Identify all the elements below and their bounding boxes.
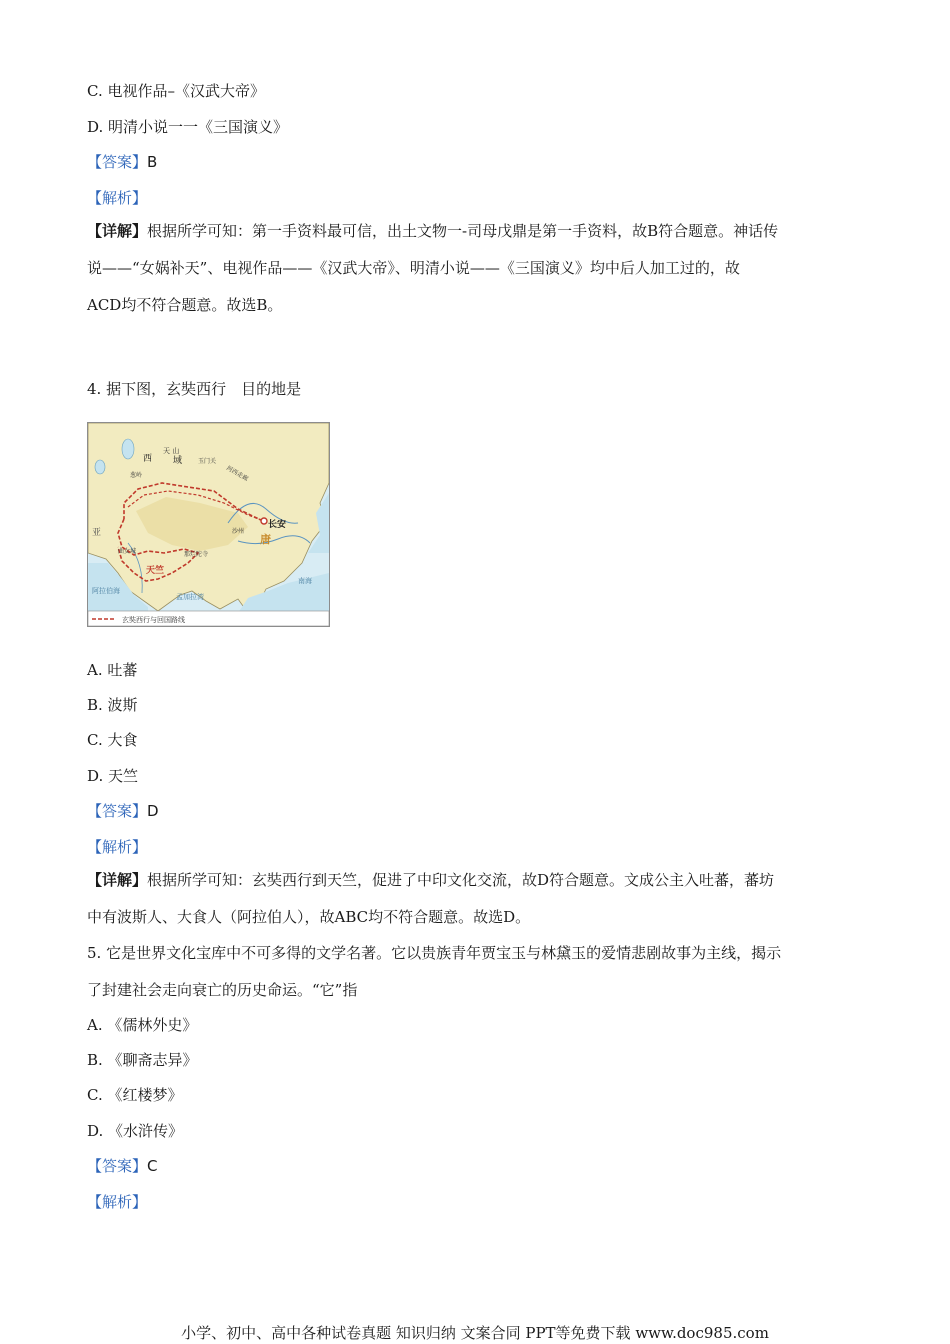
q5-stem-line1: 5. 它是世界文化宝库中不可多得的文学名著。它以贵族青年贾宝玉与林黛玉的爱情悲剧故事为主线，揭示	[87, 944, 782, 962]
map-label-bay-of-bengal: 孟加拉湾	[176, 593, 204, 601]
map-label-ya: 亚	[92, 528, 102, 538]
q4-detail-text2: 中有波斯人、大食人（阿拉伯人），故ABC均不符合题意。故选D。	[87, 908, 531, 926]
q4-stem: 4. 据下图，玄奘西行 目的地是	[87, 380, 302, 398]
map-label-arabian-sea: 阿拉伯海	[92, 587, 120, 595]
q3-analysis-label: 【解析】	[87, 189, 148, 207]
q3-detail-text2: 说——“女娲补天”、电视作品——《汉武大帝》、明清小说——《三国演义》均中后人加工过的，故	[87, 259, 740, 277]
xuanzang-route-map	[87, 422, 330, 627]
map-label-congling: 葱岭	[130, 472, 143, 479]
q5-option-a: A. 《儒林外史》	[87, 1016, 198, 1034]
map-label-tianzhu: 天竺	[146, 566, 165, 576]
q4-detail-tag: 【详解】	[87, 871, 148, 889]
q5-answer-value: C	[147, 1157, 158, 1175]
changan-marker	[261, 518, 267, 524]
q5-stem-line2: 了封建社会走向衰亡的历史命运。“它”指	[87, 981, 358, 999]
map-label-shazhou: 沙州	[232, 528, 245, 535]
q4-detail-text1: 根据所学可知：玄奘西行到天竺，促进了中印文化交流，故D符合题意。文成公主入吐蕃，蕃坊	[147, 871, 775, 889]
q5-stem	[87, 935, 865, 1009]
q3-option-d: D. 明清小说一一《三国演义》	[87, 118, 289, 136]
q4-option-a: A. 吐蕃	[87, 661, 138, 679]
lake-1	[122, 439, 134, 459]
q5-answer	[87, 1156, 158, 1176]
q4-option-d: D. 天竺	[87, 767, 139, 785]
map-label-qunvcheng: 曲女城	[118, 548, 137, 555]
q3-detail-tag: 【详解】	[87, 222, 148, 240]
q4-analysis-label: 【解析】	[87, 838, 148, 856]
map-label-changan: 长安	[268, 520, 287, 530]
map-label-hexi: 河西走廊	[225, 464, 250, 483]
lake-2	[95, 460, 105, 474]
q5-option-b: B. 《聊斋志异》	[87, 1051, 198, 1069]
q4-option-b: B. 波斯	[87, 696, 138, 714]
q3-detail-text1: 根据所学可知：第一手资料最可信，出土文物一-司母戊鼎是第一手资料，故B符合题意。神话传	[147, 222, 779, 240]
map-label-xi: 西	[143, 454, 153, 464]
map-label-tang: 唐	[260, 533, 271, 546]
q5-option-c: C. 《红楼梦》	[87, 1086, 183, 1104]
q5-option-d: D. 《水浒传》	[87, 1122, 184, 1140]
footer-download-notice: 小学、初中、高中各种试卷真题 知识归纳 文案合同 PPT等免费下载 www.doc985.com	[181, 1324, 769, 1342]
q3-option-c: C. 电视作品–《汉武大帝》	[87, 82, 265, 100]
q3-answer	[87, 152, 157, 172]
map-legend-text: 玄奘西行与回国路线	[122, 616, 185, 624]
q3-answer-value: B	[147, 153, 158, 171]
map-label-yumenguan: 玉门关	[198, 458, 217, 465]
q5-analysis-label: 【解析】	[87, 1193, 148, 1211]
q4-option-c: C. 大食	[87, 731, 138, 749]
q4-answer-value: D	[147, 802, 159, 820]
q4-detail	[87, 862, 865, 936]
q4-answer	[87, 801, 159, 821]
map-label-tianshan: 天 山	[163, 447, 180, 455]
q3-detail	[87, 213, 865, 324]
q4-answer-label: 【答案】	[87, 802, 148, 820]
q3-detail-text3: ACD均不符合题意。故选B。	[87, 296, 283, 314]
map-label-south-sea: 南海	[298, 577, 312, 585]
map-label-yu: 域	[173, 456, 183, 466]
map-label-nalantuo: 那烂陀寺	[184, 551, 209, 558]
q3-answer-label: 【答案】	[87, 153, 148, 171]
q5-answer-label: 【答案】	[87, 1157, 148, 1175]
